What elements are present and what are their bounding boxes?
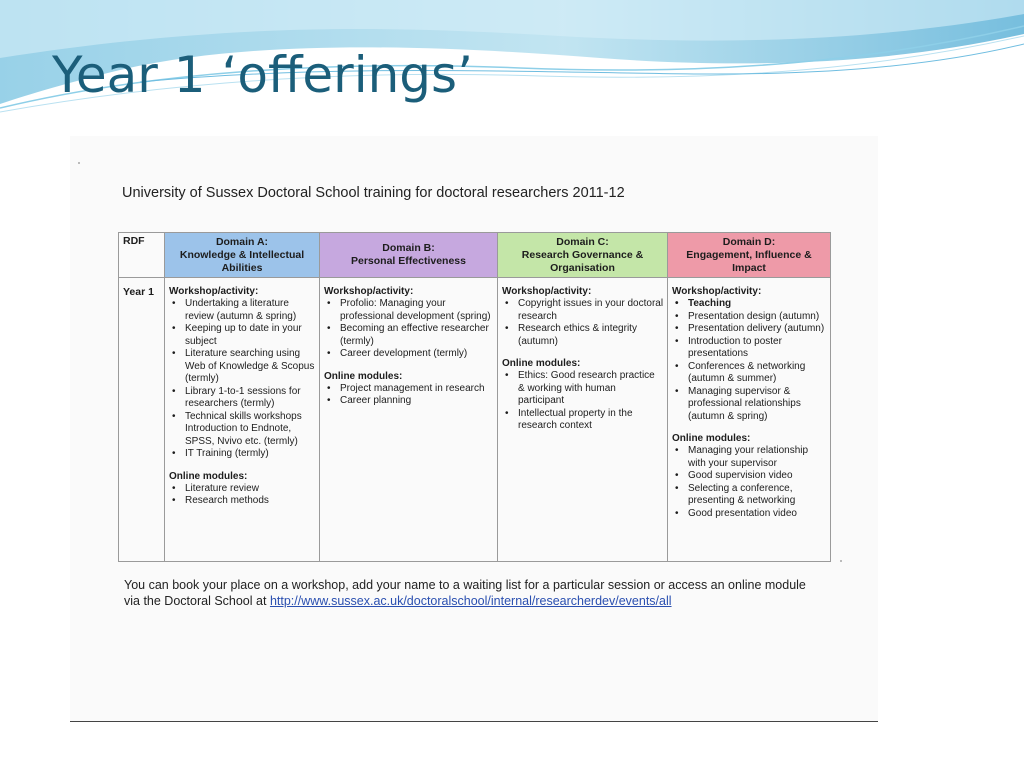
list-item: • Career planning: [340, 395, 494, 408]
domain-b-online-list: [324, 383, 494, 408]
domain-a-workshop-list: [169, 298, 316, 461]
scan-speck: [78, 162, 80, 164]
list-item: • Intellectual property in the research context: [518, 408, 664, 433]
online-modules-title: Online modules:: [169, 470, 248, 482]
list-item: • Profolio: Managing your professional development (spring): [340, 298, 494, 323]
list-item: • Undertaking a literature review (autumn & spring): [185, 298, 316, 323]
domain-b-workshop-list: [324, 298, 494, 361]
cell-domain-b: [320, 278, 498, 562]
document-heading: University of Sussex Doctoral School training for doctoral researchers 2011-12: [122, 185, 625, 201]
list-item: • Literature review: [185, 483, 316, 496]
list-item: • Presentation design (autumn): [688, 311, 827, 324]
slide-title: Year 1 ‘offerings’: [52, 46, 473, 104]
list-item: • Career development (termly): [340, 348, 494, 361]
scanned-document: [70, 136, 878, 722]
list-item: • Ethics: Good research practice & working with human participant: [518, 370, 664, 408]
domain-d-online-list: [672, 445, 827, 520]
list-item: • Managing your relationship with your supervisor: [688, 445, 827, 470]
online-modules-title: Online modules:: [324, 370, 403, 382]
workshop-title: Workshop/activity:: [672, 286, 762, 297]
workshop-title: Workshop/activity:: [324, 286, 414, 297]
list-item: • Technical skills workshops Introduction to Endnote, SPSS, Nvivo etc. (termly): [185, 411, 316, 449]
scan-speck: [840, 560, 842, 562]
cell-domain-c: [498, 278, 668, 562]
column-header-domain-a-label: Domain A: Knowledge & Intellectual Abilities: [179, 235, 305, 274]
online-modules-title: Online modules:: [502, 358, 581, 369]
list-item: • Presentation delivery (autumn): [688, 323, 827, 336]
table-header-row: [119, 233, 831, 278]
cell-domain-d: [668, 278, 831, 562]
list-item: • Keeping up to date in your subject: [185, 323, 316, 348]
column-header-domain-c: [498, 233, 668, 278]
column-header-domain-b-label: Domain B: Personal Effectiveness: [351, 242, 466, 267]
training-table: [118, 232, 831, 562]
row-label-year-1: Year 1: [119, 278, 165, 562]
column-header-rdf: RDF: [119, 233, 165, 278]
domain-a-online-list: [169, 483, 316, 508]
column-header-domain-d: [668, 233, 831, 278]
domain-c-online-list: [502, 370, 664, 433]
list-item: • Good supervision video: [688, 470, 827, 483]
list-item: • Teaching: [688, 298, 827, 311]
list-item: • Library 1-to-1 sessions for researchers (termly): [185, 386, 316, 411]
list-item: • Good presentation video: [688, 508, 827, 521]
column-header-domain-c-label: Domain C: Research Governance & Organisation: [521, 235, 644, 274]
workshop-title: Workshop/activity:: [502, 286, 592, 297]
column-header-domain-a: [165, 233, 320, 278]
cell-domain-a: [165, 278, 320, 562]
list-item: • Literature searching using Web of Knowledge & Scopus (termly): [185, 348, 316, 386]
events-link[interactable]: http://www.sussex.ac.uk/doctoralschool/internal/researcherdev/events/all: [269, 594, 672, 608]
footer-text: You can book your place on a workshop, add your name to a waiting list for a particular session or access an online module via the Doctoral School at: [124, 578, 806, 608]
domain-c-workshop-list: [502, 298, 664, 348]
list-item: • Copyright issues in your doctoral research: [518, 298, 664, 323]
column-header-domain-d-label: Domain D: Engagement, Influence & Impact: [686, 235, 812, 274]
online-modules-title: Online modules:: [672, 433, 751, 444]
workshop-title: Workshop/activity:: [169, 286, 259, 297]
document-footer: [124, 577, 824, 609]
list-item: • Introduction to poster presentations: [688, 336, 827, 361]
table-row-year-1: [119, 278, 831, 562]
list-item: • IT Training (termly): [185, 448, 316, 461]
column-header-domain-b: [320, 233, 498, 278]
list-item: • Conferences & networking (autumn & summer): [688, 361, 827, 386]
domain-d-workshop-list: [672, 298, 827, 423]
list-item: • Managing supervisor & professional relationships (autumn & spring): [688, 386, 827, 424]
list-item: • Research ethics & integrity (autumn): [518, 323, 664, 348]
list-item: • Research methods: [185, 495, 316, 508]
list-item: • Becoming an effective researcher (termly): [340, 323, 494, 348]
list-item: • Selecting a conference, presenting & networking: [688, 483, 827, 508]
list-item: • Project management in research: [340, 383, 494, 396]
